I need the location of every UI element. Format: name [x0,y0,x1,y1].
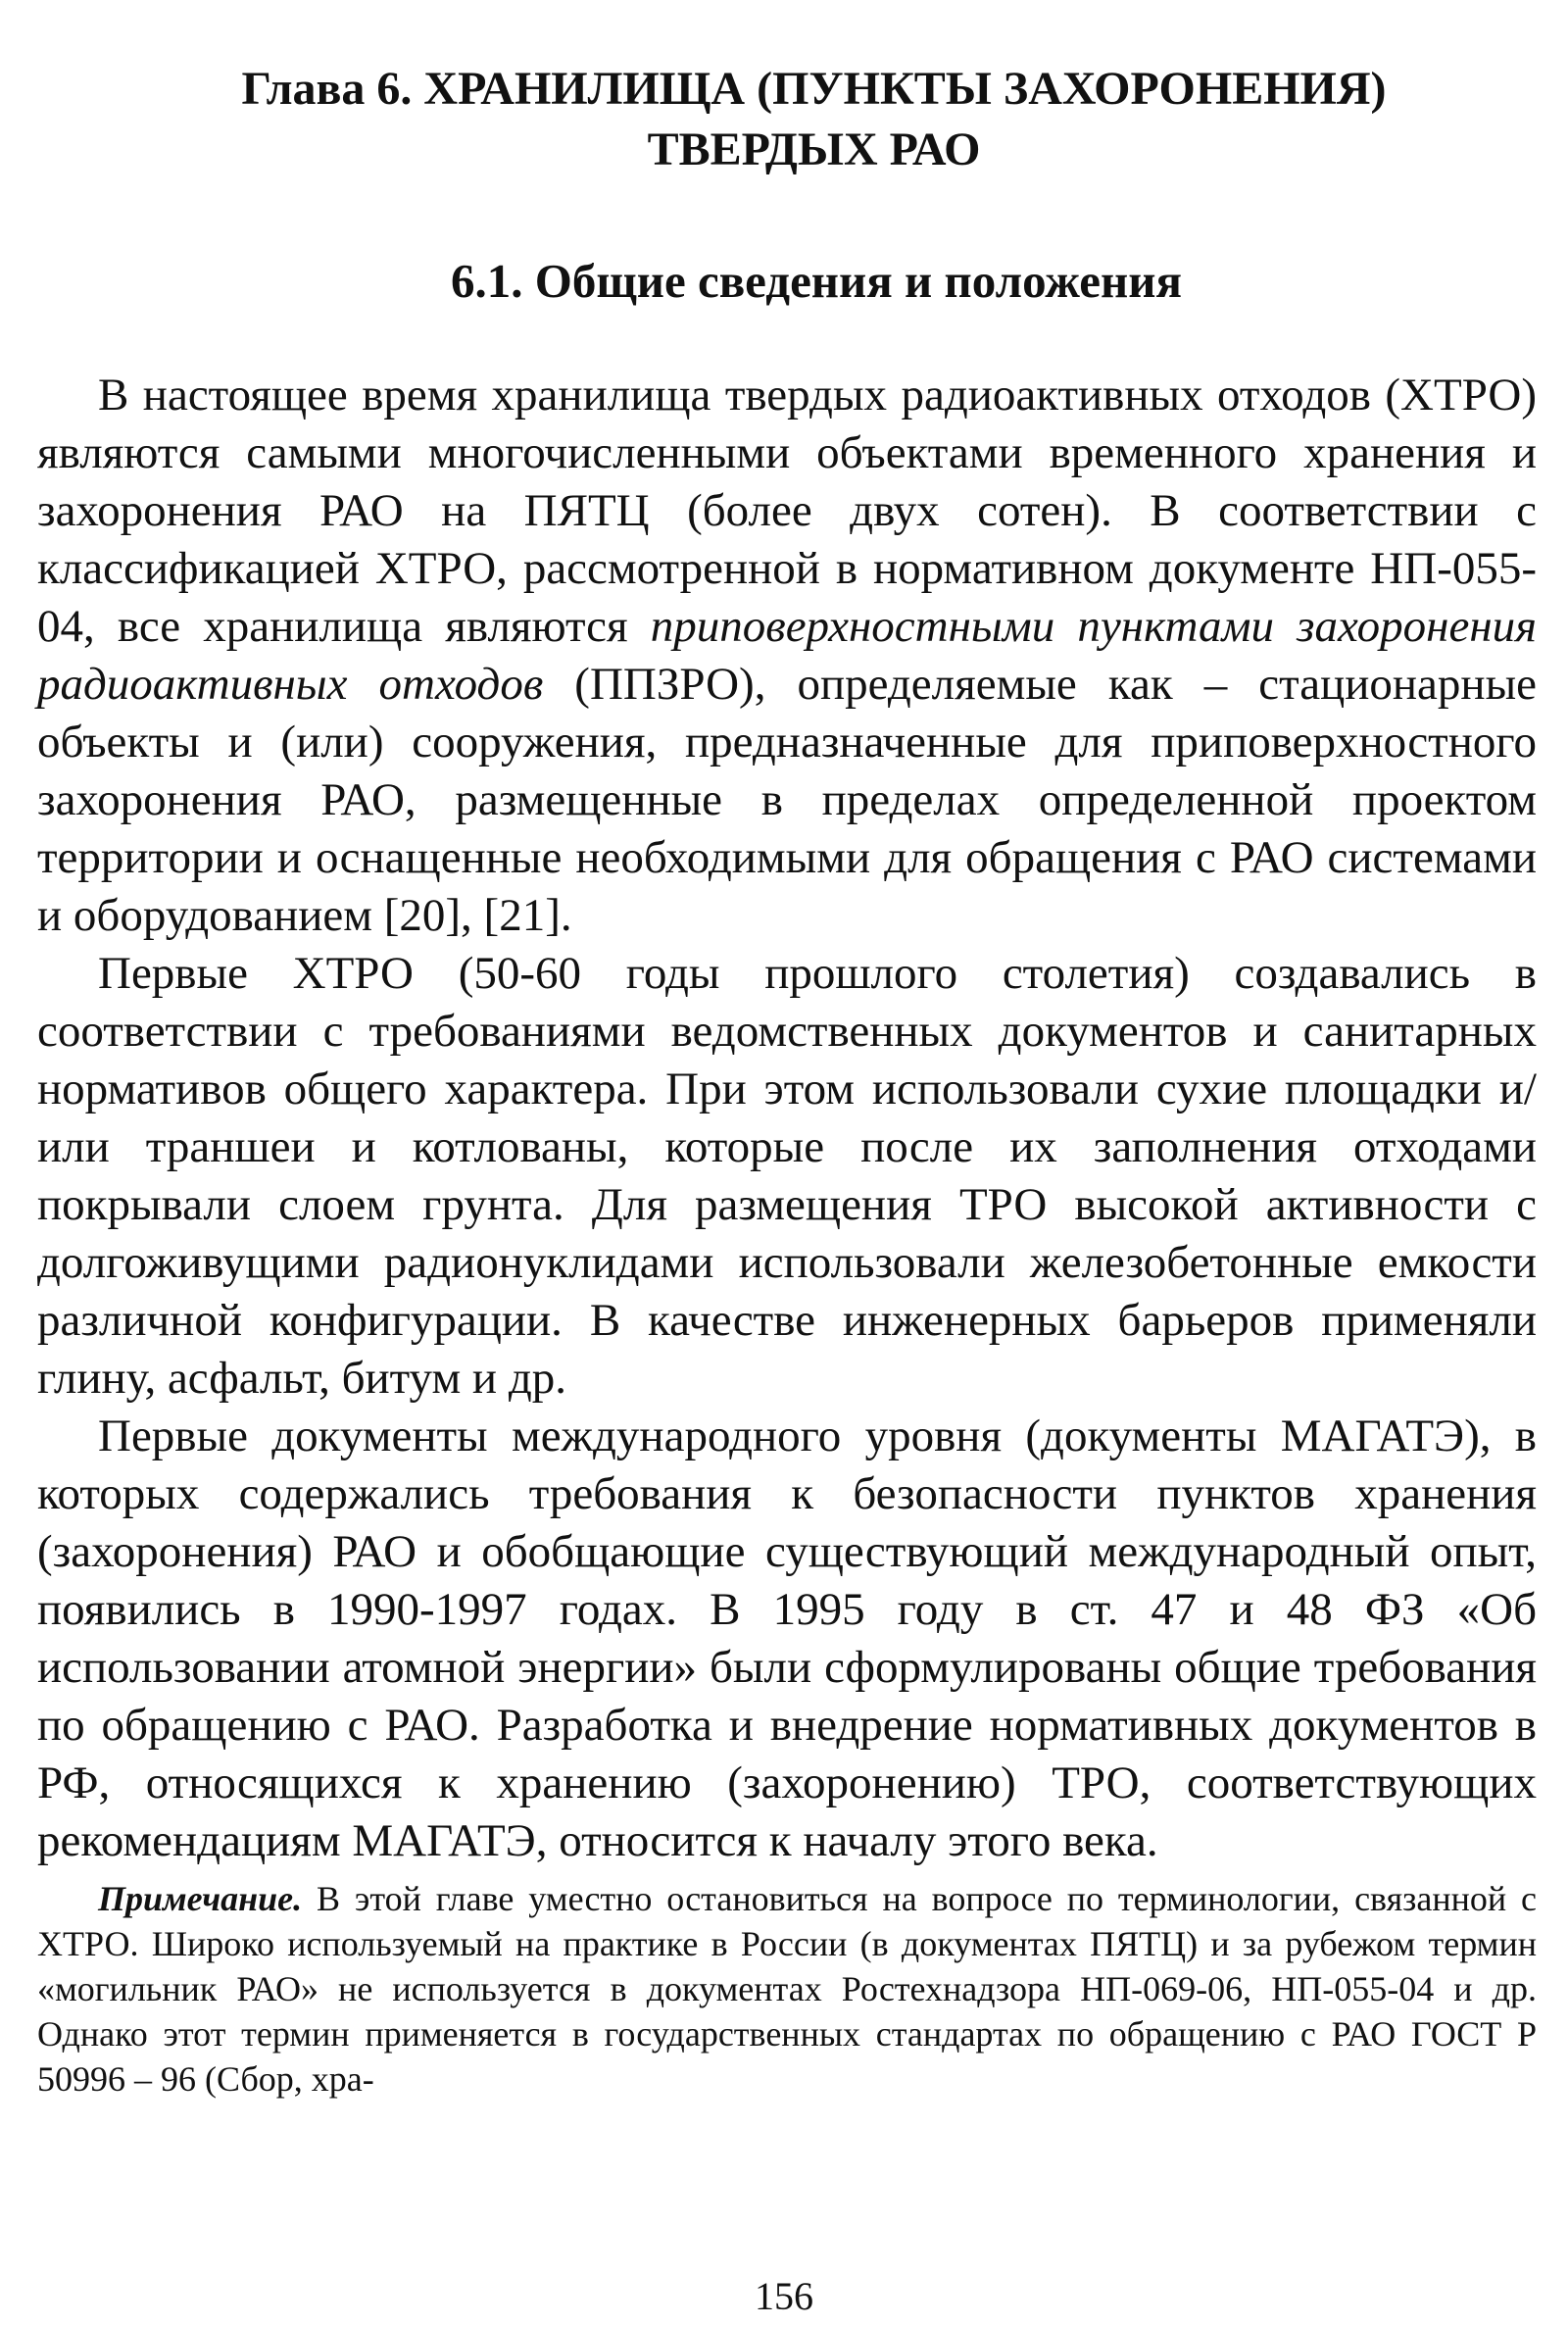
chapter-title-line-1: Глава 6. ХРАНИЛИЩА (ПУНКТЫ ЗАХОРОНЕНИЯ) [241,63,1387,115]
section-title: 6.1. Общие сведения и положения [451,254,1182,308]
paragraph-2: Первые ХТРО (50-60 годы прошлого столетия) создавались в соответствии с требованиями ведомственных документов и санитарных нормативов общего характера. При этом использовали сухие площадки и/или траншеи и котлованы, которые после их заполнения отходами покрывали слоем грунта. Для размещения ТРО высокой активности с долгоживущими радионуклидами использовали железобетонные емкости различной конфигурации. В качестве инженерных барьеров применяли глину, асфальт, битум и др. [37,948,1537,1404]
book-page [37,59,1537,2102]
paragraph-3: Первые документы международного уровня (документы МАГАТЭ), в которых содержались требования к безопасности пунктов хранения (захоронения) РАО и обобщающие существующий международный опыт, появились в 1990-1997 годах. В 1995 году в ст. 47 и 48 ФЗ «Об использовании атомной энергии» были сформулированы общие требования по обращению с РАО. Разработка и внедрение нормативных документов в РФ, относящихся к хранению (захоронению) ТРО, соответствующих рекомендациям МАГАТЭ, относится к началу этого века. [37,1410,1537,1866]
note-label: Примечание. [98,1879,303,1918]
chapter-title [37,59,1537,180]
note-paragraph [37,1876,1537,2102]
paragraph-1 [37,367,1537,945]
paragraph-1-text-b: (ППЗРО), определяемые как – стационарные объекты и (или) сооружения, предназначенные для приповерхностного захоронения РАО, размещенные в пределах определенной проектом территории и оснащенные необходимыми для обращения с РАО системами и оборудованием [20], [21]. [37,659,1538,941]
chapter-title-line-2: ТВЕРДЫХ РАО [647,124,981,175]
page-number: 156 [755,2274,813,2318]
paragraph-1-italic-term: приповерхностными пунктами захоронения радиоактивных отходов [37,601,1537,710]
note-text: В этой главе уместно остановиться на вопросе по терминологии, связанной с ХТРО. Широко используемый на практике в России (в документах ПЯТЦ) и за рубежом термин «могильник РАО» не используется в документах Ростехнадзора НП-069-06, НП-055-04 и др. Однако этот термин применяется в государственных стандартах по обращению с РАО ГОСТ Р 50996 – 96 (Сбор, хра- [37,1879,1537,2099]
paragraph-1-text-a: В настоящее время хранилища твердых радиоактивных отходов (ХТРО) являются самыми многочисленными объектами временного хранения и захоронения РАО на ПЯТЦ (более двух сотен). В соответствии с классификацией ХТРО, рассмотренной в нормативном документе НП-055-04, все хранилища являются [37,370,1537,652]
